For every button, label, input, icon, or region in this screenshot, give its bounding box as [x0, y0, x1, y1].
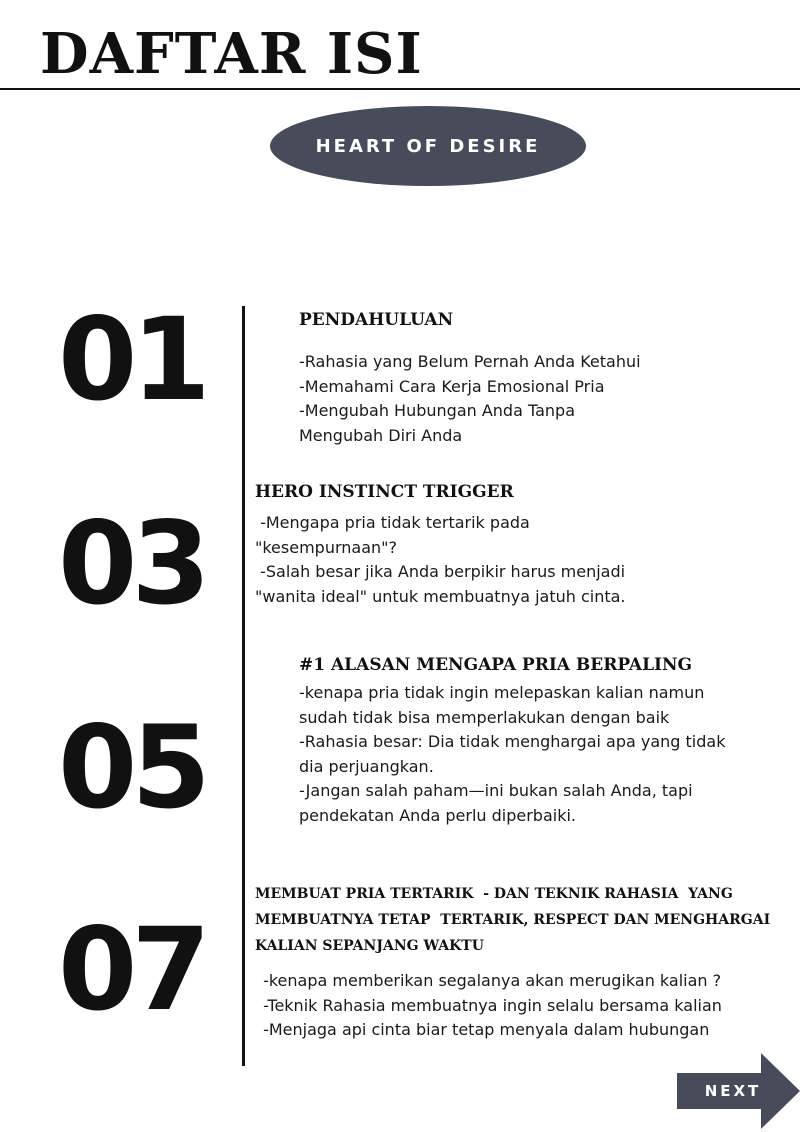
toc-line: dia perjuangkan. [299, 756, 434, 776]
section-lines [299, 681, 725, 828]
section-number: 01 [58, 293, 205, 426]
toc-line: -Memahami Cara Kerja Emosional Pria [299, 376, 605, 396]
toc-line: -kenapa memberikan segalanya akan merugikan kalian ? [258, 971, 722, 990]
section-title: HERO INSTINCT TRIGGER [255, 482, 514, 502]
section-title: PENDAHULUAN [299, 310, 454, 330]
toc-line: -Mengubah Hubungan Anda Tanpa [299, 401, 576, 420]
section-title: #1 ALASAN MENGAPA PRIA BERPALING [299, 655, 693, 675]
toc-line: -Salah besar jika Anda berpikir harus menjadi [255, 562, 626, 581]
section-title [255, 881, 770, 959]
section-title-line: MEMBUATNYA TETAP TERTARIK, RESPECT DAN MENGHARGAI [255, 912, 771, 928]
next-button-label: NEXT [704, 1082, 762, 1100]
toc-line: -Rahasia besar: Dia tidak menghargai apa yang tidak [299, 732, 726, 751]
toc-line: -kenapa pria tidak ingin melepaskan kalian namun [299, 683, 705, 702]
section-lines [299, 350, 641, 448]
section-title-line: MEMBUAT PRIA TERTARIK - DAN TEKNIK RAHASIA YANG [255, 886, 733, 902]
toc-line: pendekatan Anda perlu diperbaiki. [299, 805, 576, 825]
section-lines [258, 969, 722, 1043]
next-button[interactable] [677, 1053, 800, 1129]
section-number: 03 [58, 497, 205, 630]
subtitle-pill [270, 106, 586, 186]
vertical-divider [242, 306, 245, 1066]
toc-line: -Rahasia yang Belum Pernah Anda Ketahui [299, 352, 641, 371]
toc-line: -Mengapa pria tidak tertarik pada [255, 513, 530, 532]
page-title: DAFTAR ISI [40, 21, 423, 87]
section-number: 05 [58, 701, 205, 834]
section-title-line: KALIAN SEPANJANG WAKTU [255, 938, 484, 954]
header-divider [0, 88, 800, 90]
subtitle-pill-label: HEART OF DESIRE [315, 135, 541, 157]
section-lines [255, 511, 626, 609]
toc-line: Mengubah Diri Anda [299, 425, 463, 445]
toc-line: -Teknik Rahasia membuatnya ingin selalu bersama kalian [258, 995, 722, 1015]
section-number: 07 [58, 903, 205, 1036]
toc-line: "kesempurnaan"? [255, 537, 397, 557]
toc-line: -Menjaga api cinta biar tetap menyala dalam hubungan [258, 1020, 710, 1039]
toc-line: -Jangan salah paham—ini bukan salah Anda, tapi [299, 781, 693, 800]
toc-line: sudah tidak bisa memperlakukan dengan baik [299, 707, 670, 727]
toc-line: "wanita ideal" untuk membuatnya jatuh cinta. [255, 586, 626, 606]
